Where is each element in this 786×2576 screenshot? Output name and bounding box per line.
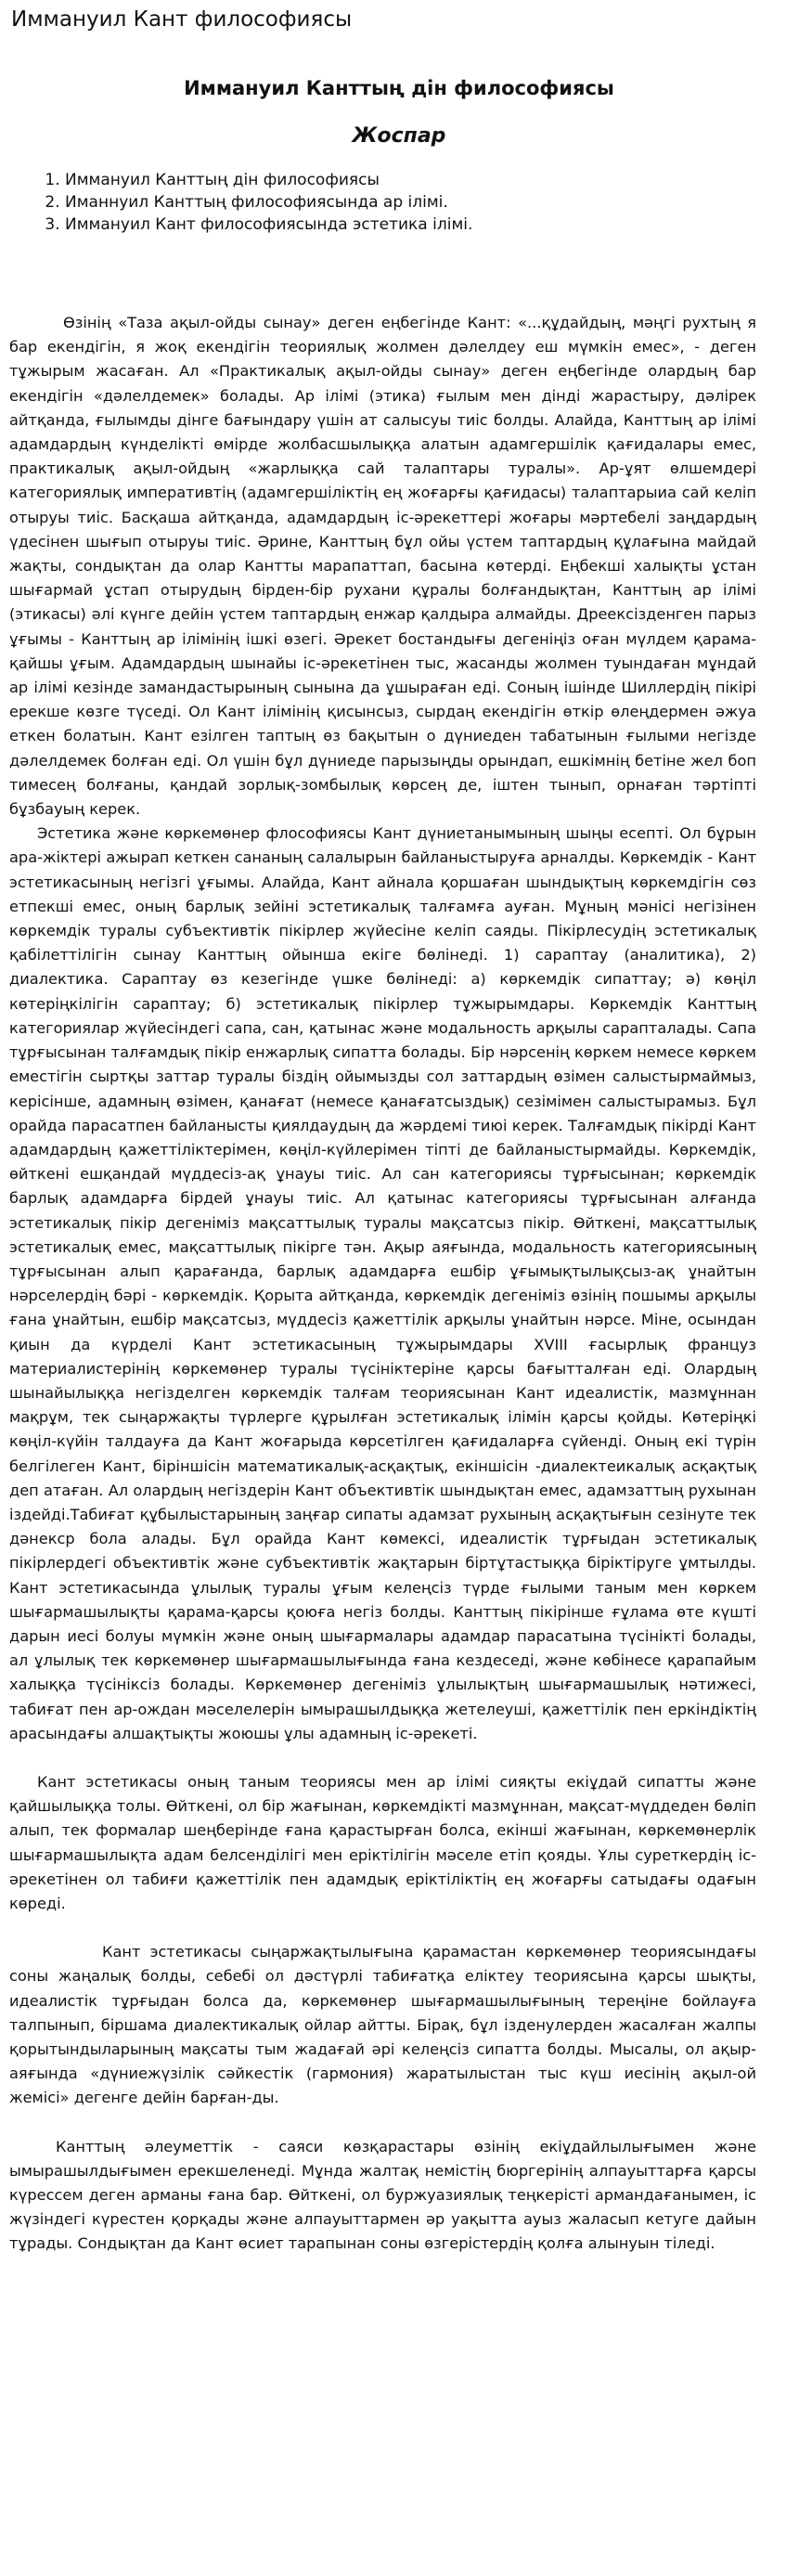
- paragraph-religion-ethics: Өзінің «Таза ақыл-ойды сынау» деген еңбегінде Кант: «...құдайдың, мәңгі рухтың я бар екендігін, я жоқ екендігін теориялық жолмен дәлелдеу еш мүмкін емес», - деген тұжырым жасаған. Ал «Практикалық ақыл-ойды сынау» деген еңбегінде олардың бар екендігін «дәлелдемек» болады. Ар ілімі (этика) ғылым мен дінді жарастыру, дәлірек айтқанда, ғылымды дінге бағындару үшін ат салысуы тиіс болды. Алайда, Канттың ар ілімі адамдардың күнделікті өмірде жолбасшылыққа алатын адамгершілік қағидалары емес, практикалық ақыл-ойдың «жарлыққа сай талаптары туралы». Ар-ұят өлшемдері категориялық императивтің (адамгершіліктің ең жоғарғы қағидасы) талаптарыиа сай келіп отыруы тиіс. Басқаша айтқанда, адамдардың іс-әрекеттері жоғары мәртебелі заңдардың үдесінен шығып отыруы тиіс. Әрине, Канттың бұл ойы үстем таптардың құлағына майдай жақты, сондықтан да олар Кантты марапаттап, басына көтерді. Еңбекші халықты ұстан шығармай ұстап отырудың бірден-бір рухани құралы болғандықтан, Канттың ар ілімі (этикасы) әлі күнге дейін үстем таптардың енжар қалдыра алмайды. Дреексізденген парыз ұғымы - Канттың ар ілімінің ішкі өзегі. Әрекет бостандығы дегеніңіз оған мүлдем қарама-қайшы ұғым. Адамдардың шынайы іс-әрекетінен тыс, жасанды жолмен туындаған мұндай ар ілімі кезінде замандастырының сынына да ұшыраған еді. Соның ішінде Шиллердің пікірі ерекше көзге түседі. Ол Кант ілімінің қисынсыз, сырдаң екендігін өткір өлеңдермен әжуа еткен болатын. Кант езілген таптың өз бақытын о дүниеден табатынын ғылыми негізде дәлелдемек болған еді. Ол үшін бұл дүниеде парызыңды орындап, ешкімнің бетіне жел боп тимесең болғаны, қандай зорлық-зомбылық көрсең де, іштен тынып, орнаған тәртіпті бұзбауың керек.: [9, 314, 756, 819]
- plan-item: 3. Иммануил Кант философиясында эстетика ілімі.: [65, 214, 756, 236]
- paragraph-aesthetics: Эстетика және көркемөнер флософиясы Кант дүниетанымының шыңы есепті. Ол бұрын ара-жіктері ажырап кеткен сананың салалырын байланыстыруға арналды. Көркемдік - Кант эстетикасының негізгі ұғымы. Алайда, Кант айнала қоршаған шындықтың көркемдігін сөз етпекші емес, оның барлық зейіні эстетикалық талғамға ауған. Мұның мәнісі негізінен көркемдік туралы субъективтік пікірлер жүйесіне келіп саяды. Пікірлесудің эстетикалық қабілеттілігін сынау Канттың ойынша екіге бөлінеді. 1) сараптау (аналитика), 2) диалектика. Сараптау өз кезегінде үшке бөлінеді: а) көркемдік сипаттау; ә) көңіл көтеріңкілігін сараптау; б) эстетикалық пікірлер тұжырымдары. Көркемдік Канттың категориялар жүйесіндегі сапа, сан, қатынас және модальность арқылы сарапталады. Сапа тұрғысынан талғамдық пікір енжарлық сипатта болады. Бір нәрсенің көркем немесе көркем еместігін сыртқы заттар туралы біздің ойымызды сол заттардың өзімен салыстырмаймыз, керісінше, адамның өзімен, қанағат (немесе қанағатсыздық) сезімімен салыстырамыз. Бұл орайда парасатпен байланысты қиялдаудың да жәрдемі тиюі керек. Талғамдық пікірді Кант адамдардың қажеттіліктерімен, көңіл-күйлерімен тіпті де байланыстырмайды. Көркемдік, өйткені ешқандай мүддесіз-ақ ұнауы тиіс. Ал сан категориясы тұрғысынан; көркемдік барлық адамдарға бірдей ұнауы тиіс. Ал қатынас категориясы тұрғысынан алғанда эстетикалық пікір дегеніміз мақсаттылық туралы мақсатсыз пікір. Өйткені, мақсаттылық эстетикалық емес, мақсаттылық пікірге тән. Ақыр аяғында, модальность категориясының тұрғысынан алып қарағанда, барлық адамдарға ешбір ұғымықтылықсыз-ақ ұнайтын нәрселердің бәрі - көркемдік. Қорыта айтқанда, көркемдік дегеніміз өзінің пошымы арқылы ғана ұнайтын, ешбір мақсатсыз, мүддесіз қажеттілік арқылы ұнайтын нәрсе. Міне, осындан қиын да күрделі Кант эстетикасының тұжырымдары XVIII ғасырлық француз материалистерінің көркемөнер туралы түсініктеріне қарсы бағытталған еді. Олардың шынайылыққа негізделген көркемдік талғам теориясынан Кант идеалистік, мазмұннан мақрұм, тек сыңаржақты түрлерге құрылған эстетикалық ілімін қарсы қойды. Көтеріңкі көңіл-күйін талдауға да Кант жоғарыда көрсетілген қағидаларға сүйенді. Оның екі түрін белгілеген Кант, біріншісін математикалық-асқақтық, екіншісін -диалектеикалық асқақтық деп атаған. Ал олардың негіздерін Кант объективтік шындықтан емес, адамзаттың рухынан іздейді.Табиғат құбылыстарының заңғар сипаты адамзат рухының асқақтығын сезінуте тек дәнекср бола алады. Бұл орайда Кант көмексі, идеалистік тұрғыдан эстетикалық пікірлердегі объективтік және субъективтік жақтарын біртұтастыққа біріктіруге ұмтылды. Кант эстетикасында ұлылық туралы ұғым келеңсіз түрде ғылыми таным мен көркем шығармашылықты қарама-қарсы қоюға негіз болды. Канттың пікірінше ғұлама өте күшті дарын иесі болуы мүмкін және оның шығармалары адамдар парасатына түсінікті болады, ал ұлылық тек көркемөнер шығармашылығында ғана кездеседі, және көбінесе қарапайым халыққа түсініксіз болады. Көркемөнер дегеніміз ұлылықтың шығармашылық нәтижесі, табиғат пен ар-ождан мәселелерін ымырашылдыққа жетелеуші, қажеттілік пен еркіндіктің арасындағы алшақтықты жоюшы ұлы адамның іс-әрекеті.: [9, 824, 756, 1742]
- page-header-title: Иммануил Кант философиясы: [11, 7, 353, 32]
- paragraph-social-political: Канттың әлеуметтік - саяси көзқарастары өзінің екіұдайлылығымен және ымырашылдығымен ерекшеленеді. Мұнда жалтақ немістің бюргерінің алпауыттарға қарсы күрессем деген арманы ғана бар. Өйткені, ол буржуазиялық теңкерісті армандағанымен, іс жүзіндегі күрестен қорқады және алпауыттармен әр уақытта ауыз жаласып кетуге дайын тұрады. Сондықтан да Кант өсиет тарапынан соны өзгерістердің қолға алынуын тіледі.: [9, 2137, 756, 2253]
- plan-heading: Жоспар: [352, 124, 446, 148]
- plan-list: [9, 169, 756, 236]
- paragraph-aesthetics-contradictions: Кант эстетикасы оның таным теориясы мен ар ілімі сияқты екіұдай сипатты және қайшылыққа толы. Өйткені, ол бір жағынан, көркемдікті мазмұннан, мақсат-мүддеден бөліп алып, тек формалар шеңберінде ғана қарастырған болса, екінші жағынан, көркемөнерлік шығармашылықта адам белсенділігі мен еріктілігін мәселе етіп қояды. Ұлы суреткердің іс-әрекетінен ол табиғи қажеттілік пен адамдық еріктіліктің ең жоғарғы сатыдағы одағын көреді.: [9, 1772, 756, 1912]
- plan-item: 1. Иммануил Канттың дін философиясы: [65, 169, 756, 191]
- plan-item: 2. Иманнуил Канттың философиясында ар ілімі.: [65, 191, 756, 214]
- paragraph-art-theory: Кант эстетикасы сыңаржақтылығына қарамастан көркемөнер теориясындағы соны жаңалық болды, себебі ол дәстүрлі табиғатқа еліктеу теориясына қарсы шықты, идеалистік тұрғыдан болса да, көркемөнер шығармашылығының тереңіне бойлауға талпынып, біршама диалектикалық ойлар айтты. Бірақ, бұл ізденулерден жасалған жалпы қорытындыларының мақсаты тым жадағай әрі келеңсіз сипатта болды. Мысалы, ол ақыр-аяғында «дүниежүзілік сәйкестік (гармония) жаратылыстан тыс күш иесінің ақыл-ой жемісі» дегенге дейін барған-ды.: [9, 1943, 756, 2107]
- document-title: Иммануил Канттың дін философиясы: [184, 77, 614, 99]
